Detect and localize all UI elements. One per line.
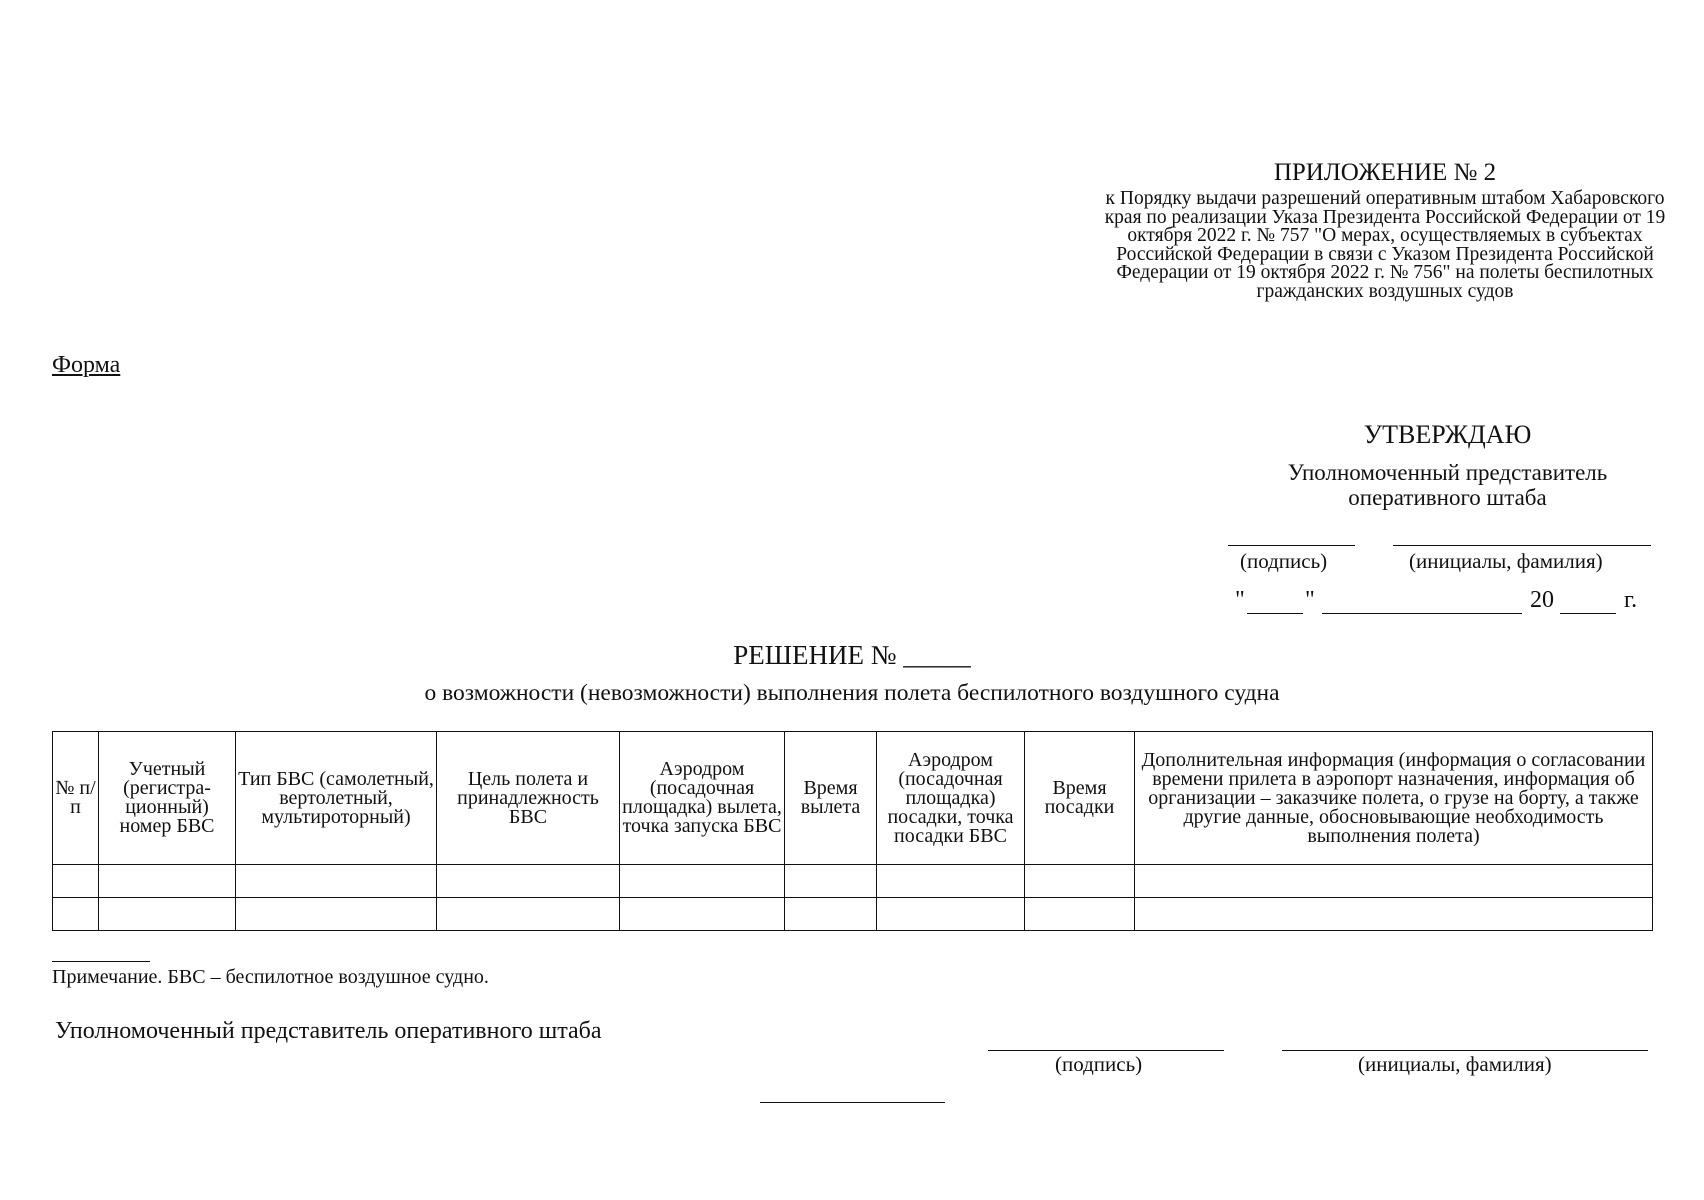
- table-cell[interactable]: [877, 898, 1025, 931]
- bottom-name-line: [1282, 1050, 1648, 1051]
- header-departure-time: Время вылета: [785, 732, 877, 865]
- table-row: [53, 865, 1653, 898]
- table-cell[interactable]: [620, 865, 785, 898]
- decision-title: РЕШЕНИЕ № _____: [733, 640, 971, 670]
- note-separator: [52, 961, 150, 962]
- table-cell[interactable]: [1135, 865, 1653, 898]
- date-month-line: [1322, 613, 1522, 614]
- header-registration: Учетный (регистра-ционный) номер БВС: [99, 732, 236, 865]
- footer-line: [760, 1102, 945, 1103]
- header-departure: Аэродром (посадочная площадка) вылета, точка запуска БВС: [620, 732, 785, 865]
- date-year: 20: [1530, 587, 1554, 613]
- table-row: [53, 898, 1653, 931]
- table-cell[interactable]: [1025, 865, 1135, 898]
- table-cell[interactable]: [53, 898, 99, 931]
- date-year-line: [1560, 613, 1616, 614]
- header-landing-time: Время посадки: [1025, 732, 1135, 865]
- table-cell[interactable]: [1025, 898, 1135, 931]
- bottom-signature-caption: (подпись): [1055, 1052, 1143, 1076]
- flights-table: [52, 731, 1653, 931]
- form-label: Форма: [52, 352, 121, 378]
- decision-subtitle: о возможности (невозможности) выполнения полета беспилотного воздушного судна: [424, 680, 1280, 706]
- header-additional-info: Дополнительная информация (информация о согласовании времени прилета в аэропорт назначения, информация об организации – заказчике полета, о грузе на борту, а также другие данные, обосновывающие необходимость выполнения полета): [1135, 732, 1653, 865]
- date-day-line: [1247, 613, 1303, 614]
- header-type: Тип БВС (самолетный, вертолетный, мультироторный): [236, 732, 437, 865]
- table-cell[interactable]: [99, 898, 236, 931]
- table-cell[interactable]: [785, 898, 877, 931]
- table-cell[interactable]: [236, 898, 437, 931]
- approve-text: Уполномоченный представитель оперативного штаба: [1287, 460, 1608, 510]
- approve-block: [1225, 420, 1670, 510]
- date-open-quote: ": [1235, 587, 1245, 613]
- approve-name-line: [1393, 545, 1651, 546]
- date-suffix: г.: [1624, 587, 1638, 613]
- date-close-quote: ": [1305, 587, 1315, 613]
- appendix-title: ПРИЛОЖЕНИЕ № 2: [1273, 159, 1497, 186]
- table-cell[interactable]: [437, 898, 620, 931]
- table-cell[interactable]: [785, 865, 877, 898]
- approve-title: УТВЕРЖДАЮ: [1363, 420, 1532, 449]
- header-purpose: Цель полета и принадлежность БВС: [437, 732, 620, 865]
- appendix-block: [1095, 158, 1675, 301]
- table-cell[interactable]: [53, 865, 99, 898]
- header-number: № п/п: [53, 732, 99, 865]
- table-cell[interactable]: [236, 865, 437, 898]
- approve-signature-caption: (подпись): [1240, 549, 1328, 573]
- table-cell[interactable]: [99, 865, 236, 898]
- representative-label: Уполномоченный представитель оперативного штаба: [55, 1018, 602, 1044]
- header-landing: Аэродром (посадочная площадка) посадки, точка посадки БВС: [877, 732, 1025, 865]
- table-header-row: [53, 732, 1653, 865]
- approve-signature-line: [1228, 545, 1355, 546]
- bottom-name-caption: (инициалы, фамилия): [1358, 1052, 1552, 1076]
- note-text: Примечание. БВС – беспилотное воздушное судно.: [52, 966, 489, 988]
- approve-name-caption: (инициалы, фамилия): [1409, 549, 1603, 573]
- table-cell[interactable]: [437, 865, 620, 898]
- table-cell[interactable]: [620, 898, 785, 931]
- table-cell[interactable]: [877, 865, 1025, 898]
- table-cell[interactable]: [1135, 898, 1653, 931]
- bottom-signature-line: [988, 1050, 1224, 1051]
- appendix-text: к Порядку выдачи разрешений оперативным штабом Хабаровского края по реализации Указа Президента Российской Федерации от 19 октября 2022 г. № 757 "О мерах, осуществляемых в субъектах Российской Федерации в связи с Указом Президента Российской Федерации от 19 октября 2022 г. № 756" на полеты беспилотных гражданских воздушных судов: [1104, 188, 1666, 302]
